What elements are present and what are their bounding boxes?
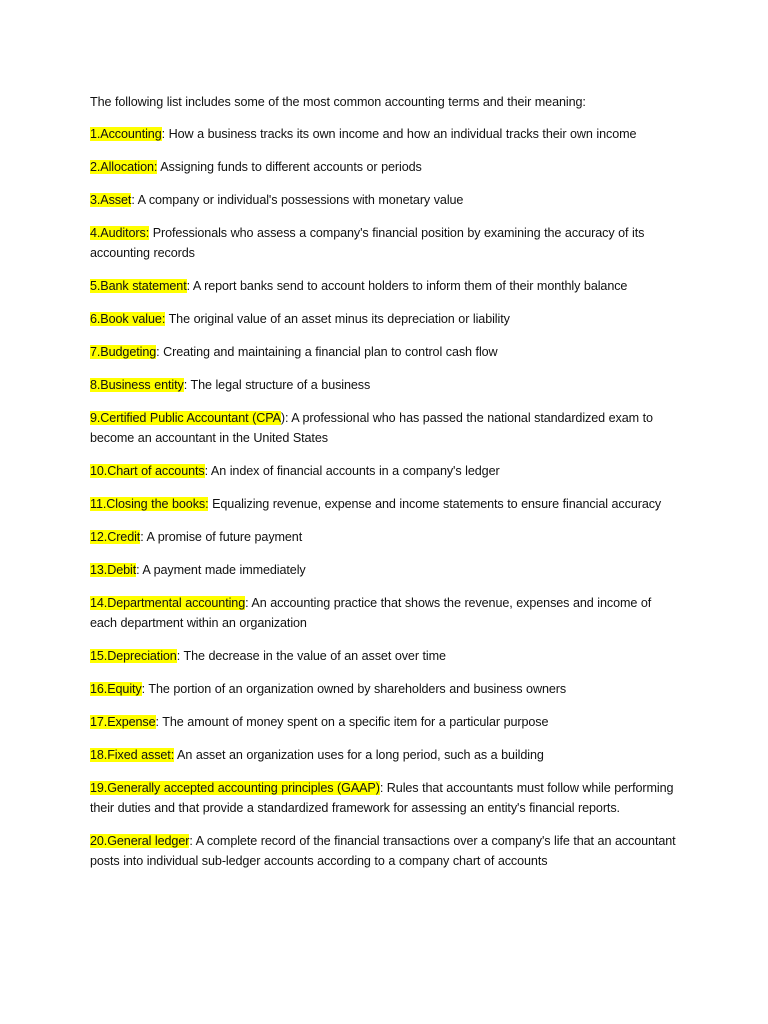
term-label: 6.Book value: [90, 312, 166, 326]
term-definition: Professionals who assess a company's financial position by examining the accuracy of its accounting records [90, 226, 645, 260]
term-definition: : Creating and maintaining a financial plan to control cash flow [156, 345, 498, 359]
term-definition: : The amount of money spent on a specific item for a particular purpose [155, 715, 549, 729]
term-label: 17.Expense [90, 715, 156, 729]
term-definition: Assigning funds to different accounts or periods [157, 160, 422, 174]
term-definition: : A company or individual's possessions with monetary value [131, 193, 464, 207]
term-definition: Equalizing revenue, expense and income statements to ensure financial accuracy [208, 497, 662, 511]
term-item [90, 190, 680, 210]
term-label: 2.Allocation: [90, 160, 158, 174]
term-label: 4.Auditors: [90, 226, 150, 240]
term-definition: : The legal structure of a business [183, 378, 371, 392]
term-label: 12.Credit [90, 530, 141, 544]
term-item [90, 223, 680, 263]
term-item [90, 124, 680, 144]
term-item [90, 679, 680, 699]
term-definition: An asset an organization uses for a long period, such as a building [174, 748, 544, 762]
term-definition: : How a business tracks its own income and how an individual tracks their own income [161, 127, 637, 141]
term-label: 9.Certified Public Accountant (CPA [90, 411, 281, 425]
term-label: 8.Business entity [90, 378, 184, 392]
term-label: 7.Budgeting [90, 345, 157, 359]
term-item [90, 276, 680, 296]
term-definition: : An index of financial accounts in a company's ledger [204, 464, 500, 478]
term-definition: : An accounting practice that shows the revenue, expenses and income of each department within an organization [90, 596, 652, 630]
term-item [90, 560, 680, 580]
term-definition: The original value of an asset minus its depreciation or liability [165, 312, 510, 326]
term-item [90, 745, 680, 765]
term-label: 11.Closing the books: [90, 497, 209, 511]
intro-paragraph: The following list includes some of the most common accounting terms and their meaning: [90, 95, 586, 109]
term-item [90, 712, 680, 732]
term-label: 15.Depreciation [90, 649, 177, 663]
term-item [90, 831, 680, 871]
term-definition: : A promise of future payment [140, 530, 303, 544]
term-definition: : Rules that accountants must follow while performing their duties and that provide a standardized framework for assessing an entity's financial reports. [90, 781, 674, 815]
term-definition: : The decrease in the value of an asset over time [176, 649, 446, 663]
term-label: 20.General ledger [90, 834, 190, 848]
term-label: 1.Accounting [90, 127, 162, 141]
term-item [90, 494, 680, 514]
term-definition: : A complete record of the financial transactions over a company's life that an accountant posts into individual sub-ledger accounts according to a company chart of accounts [90, 834, 676, 868]
document-body [90, 92, 680, 884]
term-item [90, 408, 680, 448]
term-item [90, 593, 680, 633]
term-label: 10.Chart of accounts [90, 464, 205, 478]
term-item [90, 309, 680, 329]
term-definition: : A payment made immediately [136, 563, 306, 577]
term-label: 18.Fixed asset: [90, 748, 175, 762]
term-label: 16.Equity [90, 682, 142, 696]
term-item [90, 527, 680, 547]
term-definition: ): A professional who has passed the national standardized exam to become an accountant in the United States [90, 411, 653, 445]
term-item [90, 375, 680, 395]
term-label: 13.Debit [90, 563, 137, 577]
term-definition: : The portion of an organization owned by shareholders and business owners [141, 682, 567, 696]
term-label: 14.Departmental accounting [90, 596, 246, 610]
term-item [90, 157, 680, 177]
term-item [90, 461, 680, 481]
term-definition: : A report banks send to account holders to inform them of their monthly balance [186, 279, 628, 293]
term-item [90, 646, 680, 666]
term-label: 19.Generally accepted accounting principles (GAAP) [90, 781, 380, 795]
term-label: 5.Bank statement [90, 279, 187, 293]
term-item [90, 342, 680, 362]
term-item [90, 778, 680, 818]
term-label: 3.Asset [90, 193, 132, 207]
